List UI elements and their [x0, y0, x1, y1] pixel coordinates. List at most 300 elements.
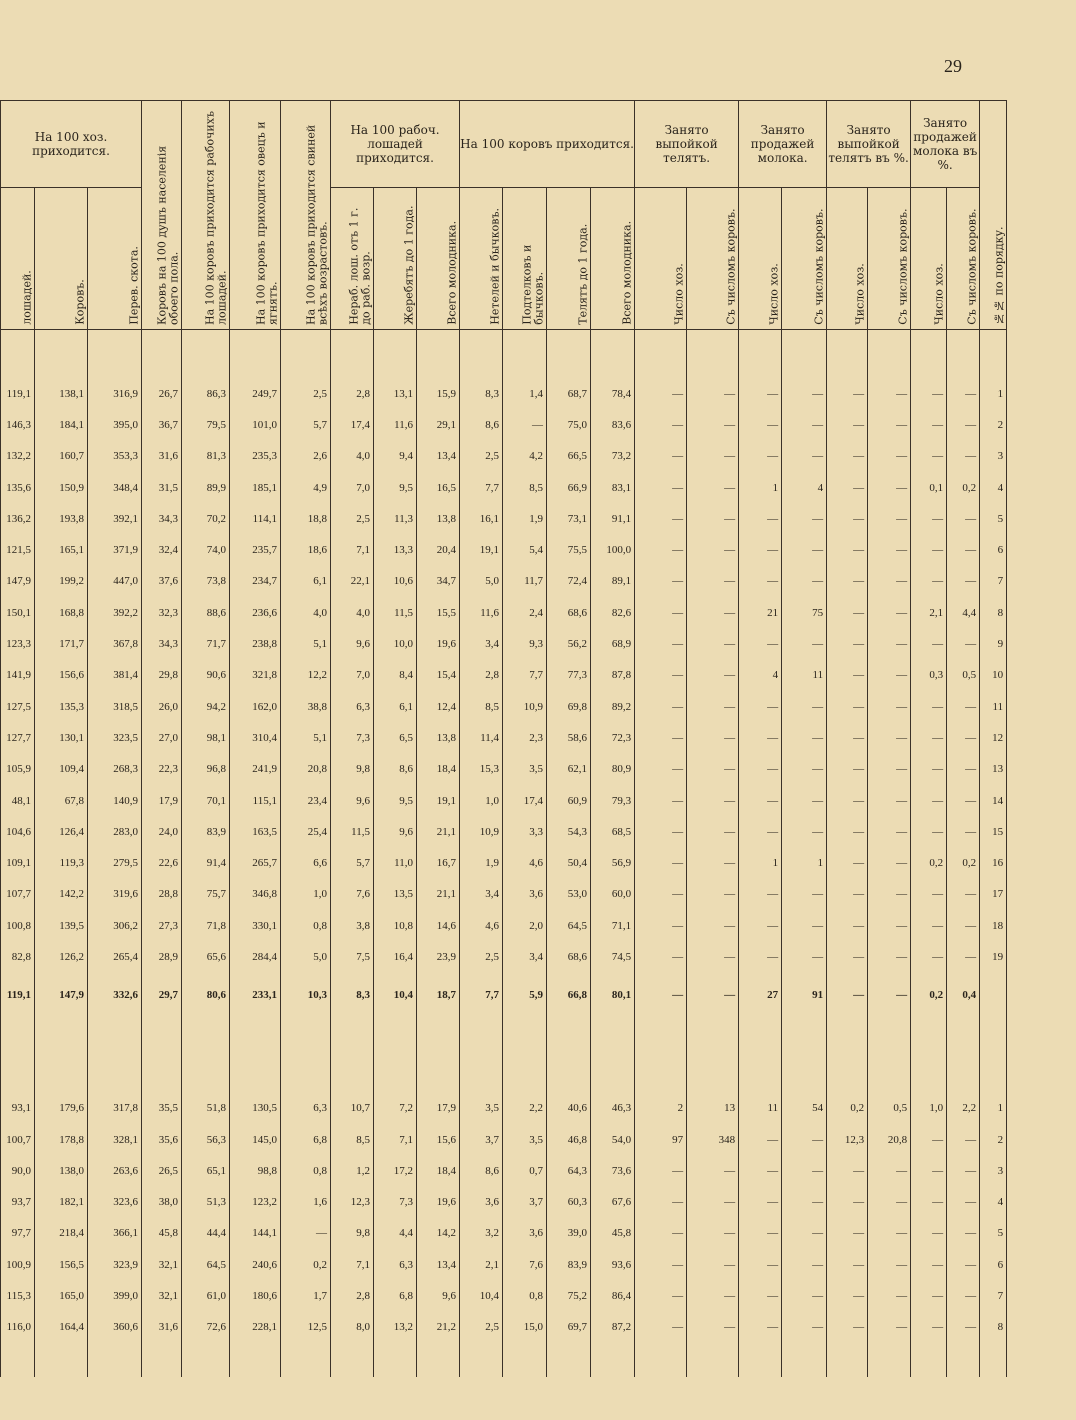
table-cell: 179,6: [35, 1093, 88, 1124]
table-cell: —: [687, 1155, 739, 1186]
table-cell: 78,4: [591, 378, 635, 409]
table-cell: 50,4: [547, 847, 591, 878]
table-cell: —: [868, 973, 911, 1017]
empty-cell: [739, 1343, 782, 1377]
table-cell: 318,5: [88, 691, 142, 722]
table-cell: 71,7: [182, 628, 230, 659]
empty-cell: [281, 1065, 331, 1093]
table-cell: 90,6: [182, 660, 230, 691]
table-cell: —: [868, 441, 911, 472]
header-young-cattle-total: Всего молодника.: [591, 188, 635, 330]
table-cell: —: [947, 816, 980, 847]
table-cell: 68,9: [591, 628, 635, 659]
table-cell: —: [868, 1312, 911, 1343]
empty-cell: [827, 1017, 868, 1065]
empty-cell: [591, 1065, 635, 1093]
table-cell: 265,4: [88, 941, 142, 972]
table-cell: 17,9: [142, 785, 182, 816]
table-cell: —: [868, 472, 911, 503]
table-cell: —: [911, 378, 947, 409]
table-cell: 12,3: [331, 1187, 374, 1218]
table-cell: 23,9: [417, 941, 460, 972]
table-cell: 3,3: [503, 816, 547, 847]
table-cell: 4,0: [331, 597, 374, 628]
table-cell: 64,5: [182, 1249, 230, 1280]
table-cell: 140,9: [88, 785, 142, 816]
table-cell: 332,6: [88, 973, 142, 1017]
table-cell: —: [868, 628, 911, 659]
table-cell: 13,8: [417, 722, 460, 753]
table-cell: —: [782, 566, 827, 597]
table-cell: 46,3: [591, 1093, 635, 1124]
header-milk-households: Число хоз.: [739, 188, 782, 330]
header-row-number: №№ по порядку.: [980, 101, 1007, 330]
table-cell: 15,3: [460, 754, 503, 785]
table-cell: 61,0: [182, 1280, 230, 1311]
table-cell: 130,5: [230, 1093, 281, 1124]
table-cell: —: [782, 441, 827, 472]
table-cell: 4,9: [281, 472, 331, 503]
table-cell: —: [868, 1280, 911, 1311]
table-cell: —: [868, 754, 911, 785]
empty-cell: [35, 1017, 88, 1065]
table-cell: 26,7: [142, 378, 182, 409]
table-cell: 21,1: [417, 816, 460, 847]
empty-cell: [739, 1065, 782, 1093]
table-cell: 145,0: [230, 1124, 281, 1155]
table-cell: 2,2: [947, 1093, 980, 1124]
empty-cell: [947, 1017, 980, 1065]
table-cell: —: [911, 941, 947, 972]
table-cell: 89,9: [182, 472, 230, 503]
table-cell: 12,3: [827, 1124, 868, 1155]
header-group-per-100-households: На 100 хоз. приходится.: [1, 101, 142, 188]
table-cell: 72,3: [591, 722, 635, 753]
table-cell: 116,0: [1, 1312, 35, 1343]
table-cell: 241,9: [230, 754, 281, 785]
table-cell: —: [911, 503, 947, 534]
table-cell: 2,5: [281, 378, 331, 409]
empty-cell: [417, 330, 460, 379]
table-cell: 34,3: [142, 503, 182, 534]
table-cell: 1,7: [281, 1280, 331, 1311]
table-cell: 89,1: [591, 566, 635, 597]
table-cell: 12,2: [281, 660, 331, 691]
table-cell: 5,4: [503, 534, 547, 565]
table-cell: 228,1: [230, 1312, 281, 1343]
table-cell: 3,5: [460, 1093, 503, 1124]
table-cell: —: [947, 910, 980, 941]
empty-cell: [460, 330, 503, 379]
table-cell: 1,9: [503, 503, 547, 534]
table-cell: 10,3: [281, 973, 331, 1017]
table-cell: —: [911, 441, 947, 472]
table-cell: 74,5: [591, 941, 635, 972]
header-milk-cows: Съ числомъ коровъ.: [782, 188, 827, 330]
table-cell: 3,7: [503, 1187, 547, 1218]
table-cell: 72,6: [182, 1312, 230, 1343]
table-cell: 10,9: [460, 816, 503, 847]
header-livestock: Перев. скота.: [88, 188, 142, 330]
empty-cell: [503, 1343, 547, 1377]
table-cell: —: [827, 660, 868, 691]
table-cell: 5,0: [281, 941, 331, 972]
header-yearlings: Подтелковъ и бычковъ.: [503, 188, 547, 330]
table-cell: 1: [739, 472, 782, 503]
table-cell: —: [827, 566, 868, 597]
empty-cell: [35, 330, 88, 379]
table-cell: —: [739, 879, 782, 910]
table-cell: 8,3: [331, 973, 374, 1017]
table-cell: 31,6: [142, 1312, 182, 1343]
table-cell: 21,1: [417, 879, 460, 910]
table-cell: 147,9: [1, 566, 35, 597]
table-cell: —: [739, 1155, 782, 1186]
table-cell: 7,2: [374, 1093, 417, 1124]
table-cell: 71,1: [591, 910, 635, 941]
table-cell: 7: [980, 566, 1007, 597]
table-cell: 83,1: [591, 472, 635, 503]
table-cell: —: [911, 566, 947, 597]
table-cell: 6,8: [374, 1280, 417, 1311]
table-cell: 35,5: [142, 1093, 182, 1124]
table-cell: —: [947, 754, 980, 785]
table-cell: —: [635, 1187, 687, 1218]
table-cell: 371,9: [88, 534, 142, 565]
empty-cell: [635, 1343, 687, 1377]
table-cell: 7: [980, 1280, 1007, 1311]
empty-cell: [331, 1343, 374, 1377]
header-pigs-per-100-cows: На 100 коровъ приходится свиней всѣхъ возрастовъ.: [281, 101, 331, 330]
table-cell: 90,0: [1, 1155, 35, 1186]
table-cell: 19,6: [417, 1187, 460, 1218]
table-cell: 91: [782, 973, 827, 1017]
table-cell: 86,4: [591, 1280, 635, 1311]
table-cell: 115,3: [1, 1280, 35, 1311]
table-cell: 5: [980, 1218, 1007, 1249]
empty-cell: [911, 1065, 947, 1093]
table-cell: —: [782, 1312, 827, 1343]
table-cell: —: [739, 441, 782, 472]
table-cell: 109,4: [35, 754, 88, 785]
table-cell: 1,4: [503, 378, 547, 409]
empty-cell: [281, 1343, 331, 1377]
table-cell: 13,8: [417, 503, 460, 534]
table-cell: 8,6: [460, 1155, 503, 1186]
table-cell: 168,8: [35, 597, 88, 628]
table-cell: 81,3: [182, 441, 230, 472]
table-cell: —: [687, 441, 739, 472]
empty-cell: [687, 1017, 739, 1065]
table-cell: 114,1: [230, 503, 281, 534]
table-cell: 32,1: [142, 1249, 182, 1280]
table-cell: 11,5: [331, 816, 374, 847]
table-cell: 19,6: [417, 628, 460, 659]
table-cell: 98,1: [182, 722, 230, 753]
header-calves: Телятъ до 1 года.: [547, 188, 591, 330]
table-cell: 16,5: [417, 472, 460, 503]
table-cell: —: [947, 441, 980, 472]
table-cell: 218,4: [35, 1218, 88, 1249]
table-cell: —: [911, 879, 947, 910]
table-row: [1, 409, 1007, 440]
table-cell: 3,6: [503, 879, 547, 910]
table-cell: 87,2: [591, 1312, 635, 1343]
header-horses: лошадей.: [1, 188, 35, 330]
table-cell: 73,8: [182, 566, 230, 597]
table-cell: —: [739, 503, 782, 534]
table-cell: 13,3: [374, 534, 417, 565]
table-cell: 45,8: [142, 1218, 182, 1249]
table-cell: 10,9: [503, 691, 547, 722]
table-cell: 10,8: [374, 910, 417, 941]
table-cell: 31,6: [142, 441, 182, 472]
table-cell: —: [868, 1249, 911, 1280]
table-cell: 5,1: [281, 628, 331, 659]
table-cell: 4,4: [947, 597, 980, 628]
table-cell: 5: [980, 503, 1007, 534]
page-number: 29: [944, 56, 962, 76]
table-cell: 18,4: [417, 754, 460, 785]
table-cell: 29,8: [142, 660, 182, 691]
table-cell: —: [911, 785, 947, 816]
table-cell: —: [911, 1124, 947, 1155]
table-cell: 6: [980, 534, 1007, 565]
table-cell: 65,6: [182, 941, 230, 972]
table-cell: 6,1: [374, 691, 417, 722]
table-cell: 119,1: [1, 378, 35, 409]
spacer-row: [1, 1065, 1007, 1093]
table-cell: 0,8: [281, 910, 331, 941]
table-row: [1, 1280, 1007, 1311]
table-cell: 11,7: [503, 566, 547, 597]
table-cell: 12,5: [281, 1312, 331, 1343]
table-cell: 14,2: [417, 1218, 460, 1249]
empty-cell: [142, 1343, 182, 1377]
table-cell: —: [635, 597, 687, 628]
table-cell: 10: [980, 660, 1007, 691]
table-cell: 146,3: [1, 409, 35, 440]
table-cell: 100,0: [591, 534, 635, 565]
table-cell: 8,5: [331, 1124, 374, 1155]
empty-cell: [591, 330, 635, 379]
table-cell: —: [947, 628, 980, 659]
table-cell: 51,8: [182, 1093, 230, 1124]
table-cell: 20,8: [868, 1124, 911, 1155]
table-cell: 68,7: [547, 378, 591, 409]
table-cell: 16,1: [460, 503, 503, 534]
empty-cell: [547, 1065, 591, 1093]
table-cell: 83,6: [591, 409, 635, 440]
table-cell: 7,3: [331, 722, 374, 753]
table-cell: 15,0: [503, 1312, 547, 1343]
table-cell: 7,7: [460, 472, 503, 503]
table-cell: —: [687, 910, 739, 941]
table-cell: 2: [980, 1124, 1007, 1155]
table-cell: 3: [980, 441, 1007, 472]
table-cell: —: [687, 597, 739, 628]
empty-cell: [182, 1065, 230, 1093]
table-cell: 165,0: [35, 1280, 88, 1311]
table-row: [1, 566, 1007, 597]
table-cell: 65,1: [182, 1155, 230, 1186]
table-cell: 6,6: [281, 847, 331, 878]
table-cell: —: [947, 1124, 980, 1155]
empty-cell: [35, 1065, 88, 1093]
table-cell: 4: [980, 472, 1007, 503]
table-row: [1, 472, 1007, 503]
table-cell: —: [635, 754, 687, 785]
table-cell: —: [782, 816, 827, 847]
table-cell: 8,6: [460, 409, 503, 440]
table-cell: 83,9: [547, 1249, 591, 1280]
table-cell: 3,6: [503, 1218, 547, 1249]
table-cell: 163,5: [230, 816, 281, 847]
table-cell: 13,4: [417, 1249, 460, 1280]
table-cell: 56,2: [547, 628, 591, 659]
table-cell: 346,8: [230, 879, 281, 910]
table-cell: 1,0: [460, 785, 503, 816]
header-heifers: Нетелей и бычковъ.: [460, 188, 503, 330]
empty-cell: [417, 1343, 460, 1377]
table-cell: —: [782, 1218, 827, 1249]
table-cell: —: [782, 691, 827, 722]
table-cell: 74,0: [182, 534, 230, 565]
table-cell: 123,3: [1, 628, 35, 659]
table-cell: 18: [980, 910, 1007, 941]
table-cell: —: [947, 1249, 980, 1280]
table-cell: 353,3: [88, 441, 142, 472]
statistics-table-wrapper: [0, 100, 1007, 1377]
table-cell: 3,6: [460, 1187, 503, 1218]
table-cell: —: [827, 722, 868, 753]
table-cell: —: [827, 1312, 868, 1343]
table-cell: 66,9: [547, 472, 591, 503]
table-cell: 36,7: [142, 409, 182, 440]
table-cell: 67,8: [35, 785, 88, 816]
table-cell: 77,3: [547, 660, 591, 691]
empty-cell: [947, 1065, 980, 1093]
table-cell: 75: [782, 597, 827, 628]
empty-cell: [980, 1065, 1007, 1093]
table-row: [1, 691, 1007, 722]
table-cell: 38,8: [281, 691, 331, 722]
table-cell: 10,4: [460, 1280, 503, 1311]
table-cell: —: [739, 910, 782, 941]
table-cell: —: [739, 754, 782, 785]
table-cell: —: [947, 691, 980, 722]
table-cell: —: [911, 1312, 947, 1343]
table-cell: 60,3: [547, 1187, 591, 1218]
table-cell: 7,7: [503, 660, 547, 691]
table-cell: 40,6: [547, 1093, 591, 1124]
table-cell: —: [827, 1218, 868, 1249]
table-cell: 306,2: [88, 910, 142, 941]
table-cell: 93,6: [591, 1249, 635, 1280]
table-cell: 2,2: [503, 1093, 547, 1124]
table-cell: 0,8: [503, 1280, 547, 1311]
table-cell: 12: [980, 722, 1007, 753]
empty-cell: [374, 330, 417, 379]
table-cell: 27,0: [142, 722, 182, 753]
table-cell: —: [782, 1280, 827, 1311]
table-cell: 136,2: [1, 503, 35, 534]
table-cell: —: [635, 785, 687, 816]
table-cell: 2: [635, 1093, 687, 1124]
table-cell: —: [635, 566, 687, 597]
table-cell: 3,5: [503, 754, 547, 785]
table-cell: 13: [687, 1093, 739, 1124]
table-cell: —: [739, 1312, 782, 1343]
table-cell: 7,6: [503, 1249, 547, 1280]
table-cell: 7,1: [331, 534, 374, 565]
table-cell: 8,0: [331, 1312, 374, 1343]
empty-cell: [88, 1343, 142, 1377]
table-cell: 0,1: [911, 472, 947, 503]
table-cell: —: [782, 1249, 827, 1280]
table-cell: —: [947, 879, 980, 910]
table-cell: —: [782, 1124, 827, 1155]
table-cell: —: [635, 847, 687, 878]
table-cell: —: [687, 941, 739, 972]
table-cell: 32,1: [142, 1280, 182, 1311]
table-cell: 82,6: [591, 597, 635, 628]
empty-cell: [331, 330, 374, 379]
table-cell: 51,3: [182, 1187, 230, 1218]
table-cell: 15,6: [417, 1124, 460, 1155]
table-cell: —: [868, 847, 911, 878]
table-cell: 69,7: [547, 1312, 591, 1343]
table-cell: 20,8: [281, 754, 331, 785]
table-cell: 16,7: [417, 847, 460, 878]
table-cell: 310,4: [230, 722, 281, 753]
table-cell: 279,5: [88, 847, 142, 878]
empty-cell: [827, 1065, 868, 1093]
table-cell: 96,8: [182, 754, 230, 785]
table-cell: 11,6: [374, 409, 417, 440]
empty-cell: [947, 330, 980, 379]
empty-cell: [635, 330, 687, 379]
table-cell: 366,1: [88, 1218, 142, 1249]
table-cell: 0,4: [947, 973, 980, 1017]
table-cell: —: [868, 691, 911, 722]
empty-cell: [739, 330, 782, 379]
empty-cell: [230, 330, 281, 379]
table-row: [1, 879, 1007, 910]
table-cell: 98,8: [230, 1155, 281, 1186]
empty-cell: [782, 1065, 827, 1093]
empty-cell: [230, 1343, 281, 1377]
table-cell: 9,3: [503, 628, 547, 659]
table-cell: 27: [739, 973, 782, 1017]
table-cell: 18,7: [417, 973, 460, 1017]
table-cell: 11: [980, 691, 1007, 722]
table-cell: 16: [980, 847, 1007, 878]
table-cell: 73,2: [591, 441, 635, 472]
table-cell: 2,8: [460, 660, 503, 691]
table-cell: —: [827, 1249, 868, 1280]
table-cell: —: [635, 722, 687, 753]
table-cell: —: [739, 1280, 782, 1311]
header-horses-per-100-cows: На 100 коровъ приходится рабочихъ лошадей.: [182, 101, 230, 330]
table-cell: 24,0: [142, 816, 182, 847]
table-row: [1, 785, 1007, 816]
table-cell: 6,5: [374, 722, 417, 753]
table-cell: 31,5: [142, 472, 182, 503]
table-cell: 13,4: [417, 441, 460, 472]
table-cell: 60,9: [547, 785, 591, 816]
table-cell: 4,0: [331, 441, 374, 472]
